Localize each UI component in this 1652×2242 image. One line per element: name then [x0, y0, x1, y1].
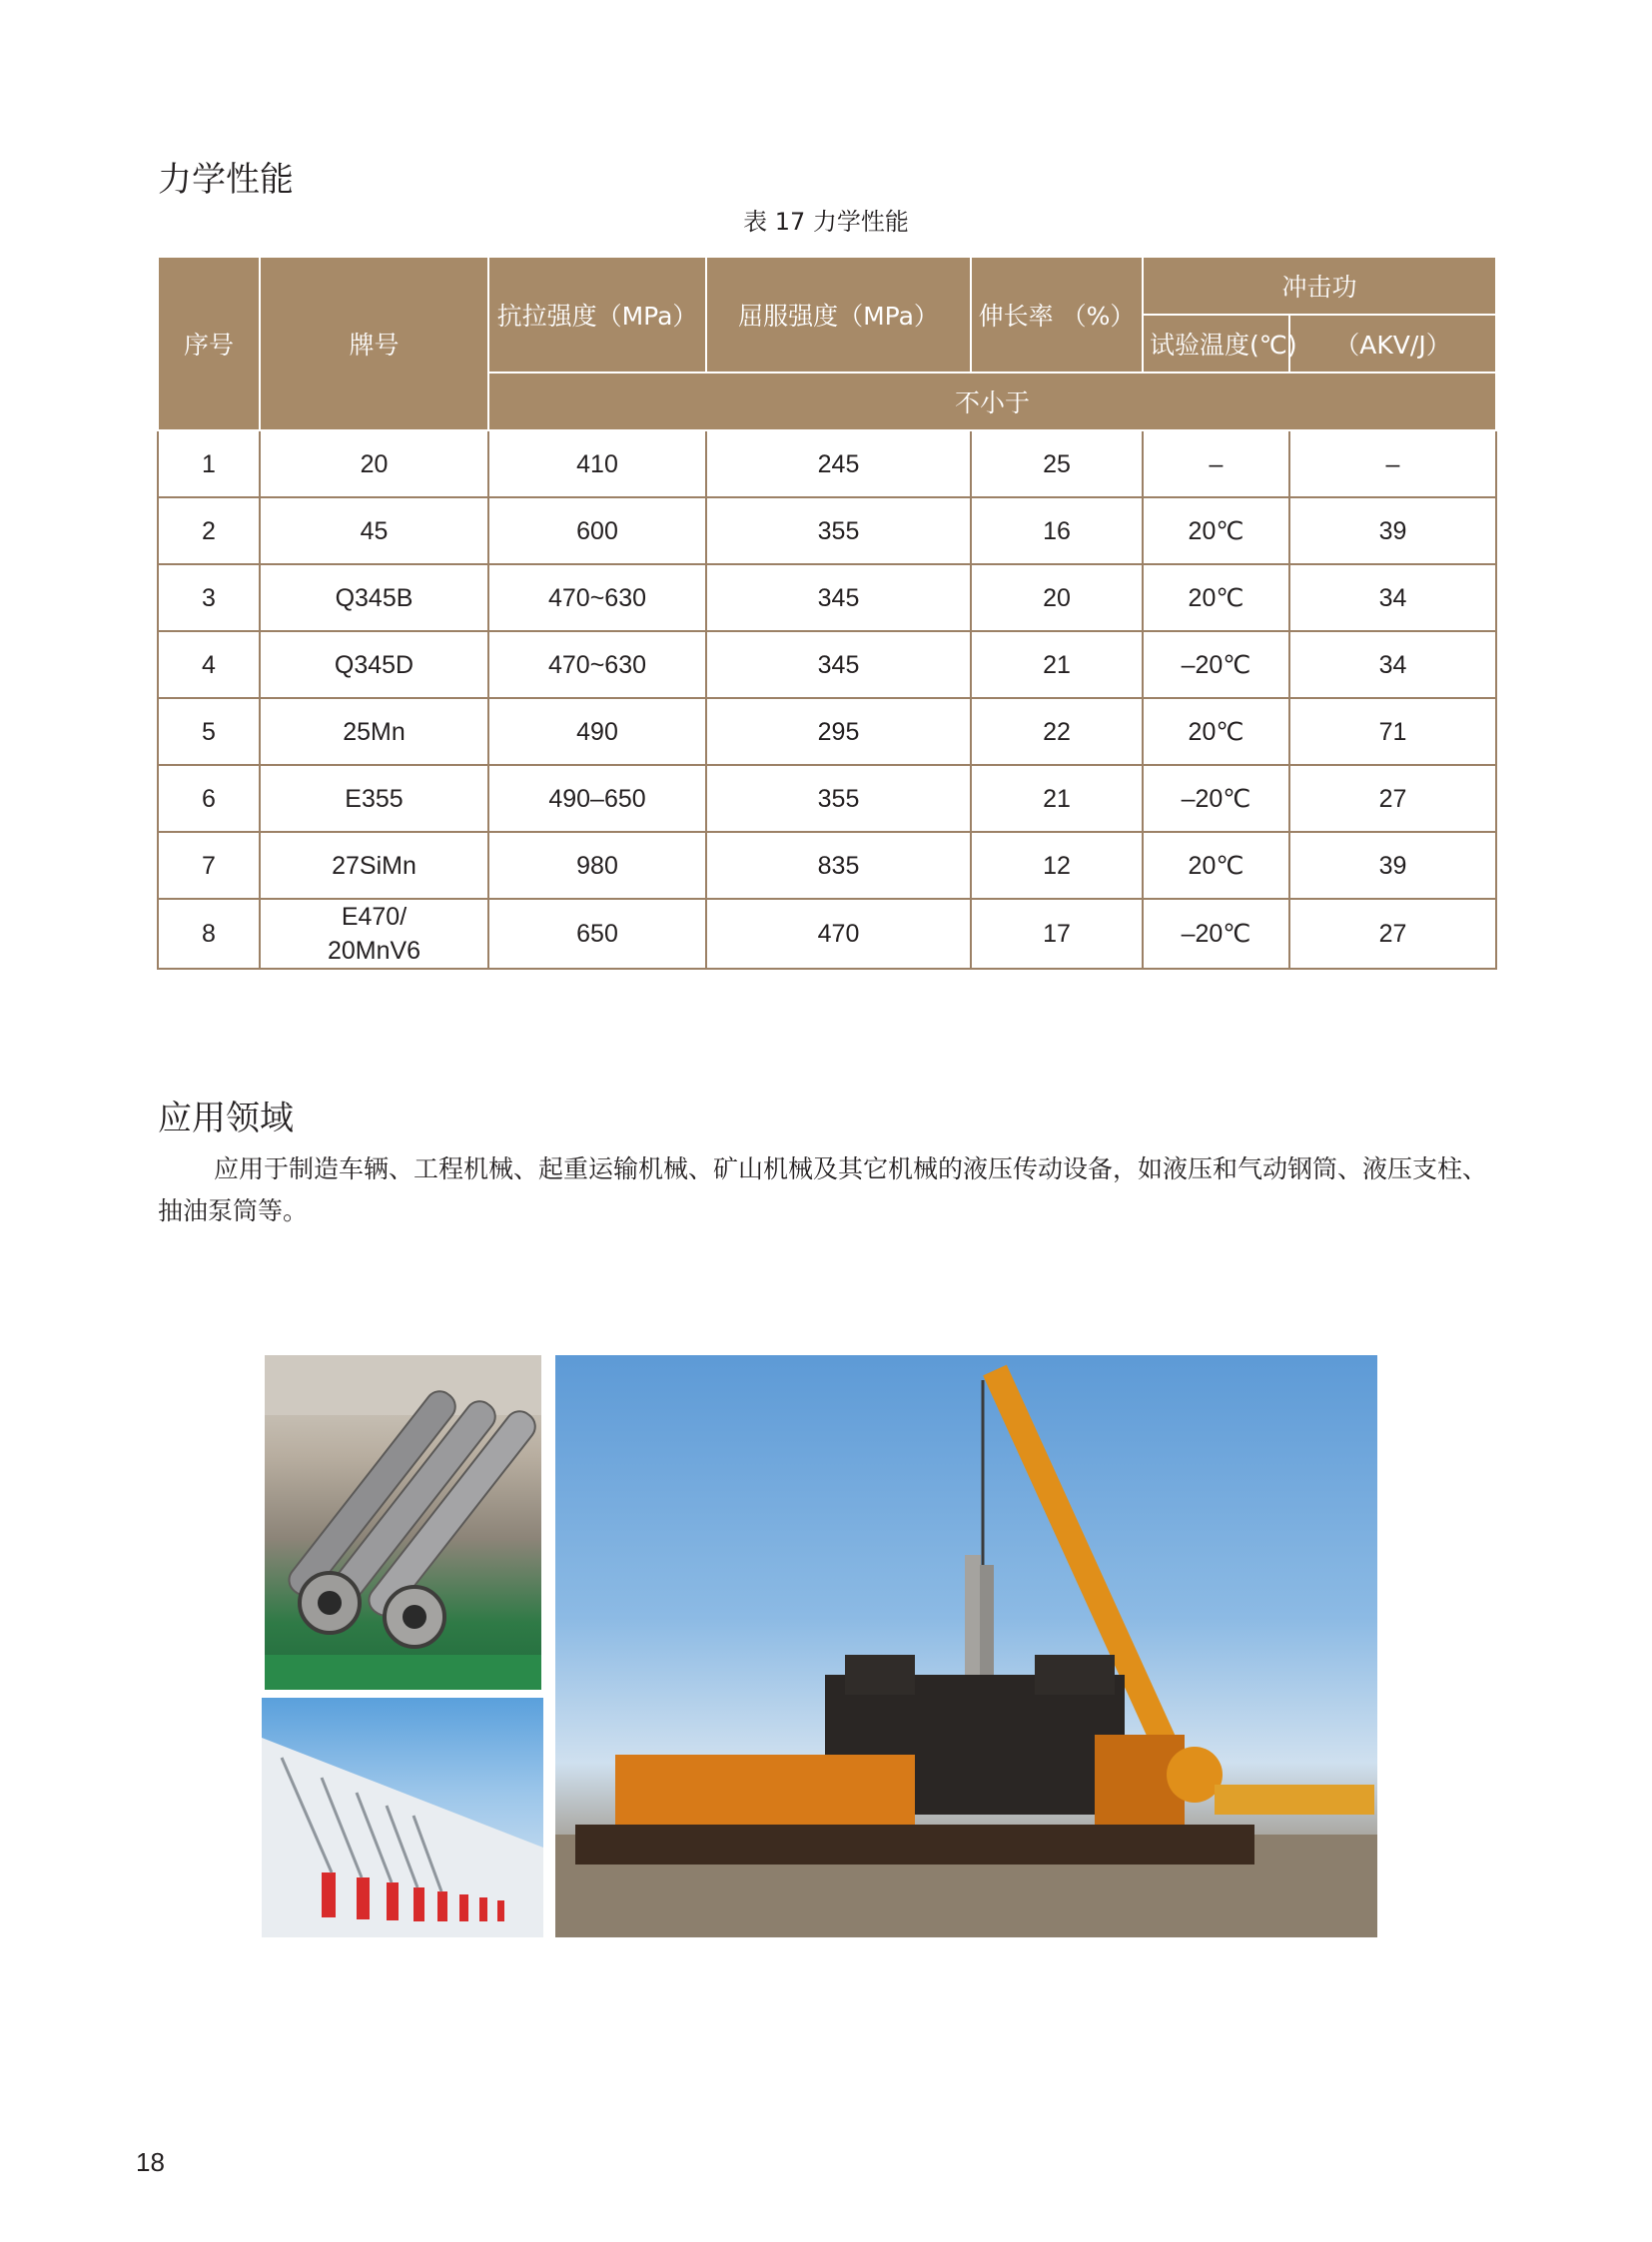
- cell-tensile: 410: [488, 430, 706, 497]
- table-row: [158, 899, 1496, 969]
- cell-elongation: 25: [971, 430, 1143, 497]
- cell-temp: –20℃: [1143, 631, 1289, 698]
- cell-grade: 45: [260, 497, 488, 564]
- cell-grade: 27SiMn: [260, 832, 488, 899]
- header-yield: 屈服强度（MPa）: [706, 257, 971, 373]
- cell-temp: –20℃: [1143, 765, 1289, 832]
- cell-no: 7: [158, 832, 260, 899]
- header-min-note: 不小于: [488, 373, 1496, 430]
- cell-no: 1: [158, 430, 260, 497]
- cell-yield: 835: [706, 832, 971, 899]
- page-number: 18: [136, 2147, 165, 2177]
- header-akv: （AKV/J）: [1289, 315, 1496, 373]
- table-caption: 表 17 力学性能: [743, 208, 909, 236]
- header-elongation: 伸长率 （%）: [971, 257, 1143, 373]
- cell-no: 5: [158, 698, 260, 765]
- cell-grade: 25Mn: [260, 698, 488, 765]
- header-no: 序号: [158, 257, 260, 430]
- cell-no: 8: [158, 899, 260, 969]
- cell-grade: Q345D: [260, 631, 488, 698]
- crane-pile-driver-photo: [555, 1355, 1377, 1937]
- cell-tensile: 650: [488, 899, 706, 969]
- cell-no: 3: [158, 564, 260, 631]
- cell-yield: 470: [706, 899, 971, 969]
- cell-tensile: 470~630: [488, 631, 706, 698]
- cell-yield: 345: [706, 631, 971, 698]
- cell-yield: 355: [706, 497, 971, 564]
- cell-akv: 27: [1289, 765, 1496, 832]
- cell-akv: 71: [1289, 698, 1496, 765]
- cell-temp: –: [1143, 430, 1289, 497]
- cell-yield: 295: [706, 698, 971, 765]
- cell-akv: 34: [1289, 564, 1496, 631]
- cell-akv: 39: [1289, 497, 1496, 564]
- header-test-temp: 试验温度(℃): [1143, 315, 1289, 373]
- cell-grade: 20: [260, 430, 488, 497]
- cell-akv: 27: [1289, 899, 1496, 969]
- header-grade: 牌号: [260, 257, 488, 430]
- cell-elongation: 21: [971, 765, 1143, 832]
- cell-akv: –: [1289, 430, 1496, 497]
- cell-elongation: 12: [971, 832, 1143, 899]
- cell-grade: E470/ 20MnV6: [260, 899, 488, 969]
- cell-temp: –20℃: [1143, 899, 1289, 969]
- cell-grade: E355: [260, 765, 488, 832]
- header-impact: 冲击功: [1143, 257, 1496, 315]
- table-row: [158, 430, 1496, 497]
- application-paragraph: 应用于制造车辆、工程机械、起重运输机械、矿山机械及其它机械的液压传动设备，如液压和气动钢筒、液压支柱、抽油泵筒等。: [158, 1154, 1488, 1225]
- cell-tensile: 600: [488, 497, 706, 564]
- cell-no: 2: [158, 497, 260, 564]
- cell-elongation: 17: [971, 899, 1143, 969]
- section-heading-application: 应用领域: [158, 1099, 294, 1138]
- cell-elongation: 22: [971, 698, 1143, 765]
- cell-elongation: 20: [971, 564, 1143, 631]
- cell-yield: 355: [706, 765, 971, 832]
- cell-tensile: 490: [488, 698, 706, 765]
- cell-yield: 345: [706, 564, 971, 631]
- cell-no: 4: [158, 631, 260, 698]
- table-row: [158, 765, 1496, 832]
- cell-temp: 20℃: [1143, 497, 1289, 564]
- table-row: [158, 497, 1496, 564]
- cell-tensile: 490–650: [488, 765, 706, 832]
- table-row: [158, 832, 1496, 899]
- cell-elongation: 16: [971, 497, 1143, 564]
- table-row: [158, 698, 1496, 765]
- table-row: [158, 564, 1496, 631]
- hydraulic-cylinders-photo: [265, 1355, 541, 1690]
- table-row: [158, 631, 1496, 698]
- cell-yield: 245: [706, 430, 971, 497]
- header-tensile: 抗拉强度（MPa）: [488, 257, 706, 373]
- cell-tensile: 470~630: [488, 564, 706, 631]
- hydraulic-supports-photo: [262, 1698, 543, 1937]
- cell-elongation: 21: [971, 631, 1143, 698]
- cell-temp: 20℃: [1143, 564, 1289, 631]
- cell-temp: 20℃: [1143, 698, 1289, 765]
- cell-no: 6: [158, 765, 260, 832]
- section-heading-mechanical: 力学性能: [158, 160, 294, 200]
- cell-grade: Q345B: [260, 564, 488, 631]
- cell-temp: 20℃: [1143, 832, 1289, 899]
- cell-akv: 34: [1289, 631, 1496, 698]
- mechanical-properties-table: [157, 256, 1497, 970]
- cell-akv: 39: [1289, 832, 1496, 899]
- cell-tensile: 980: [488, 832, 706, 899]
